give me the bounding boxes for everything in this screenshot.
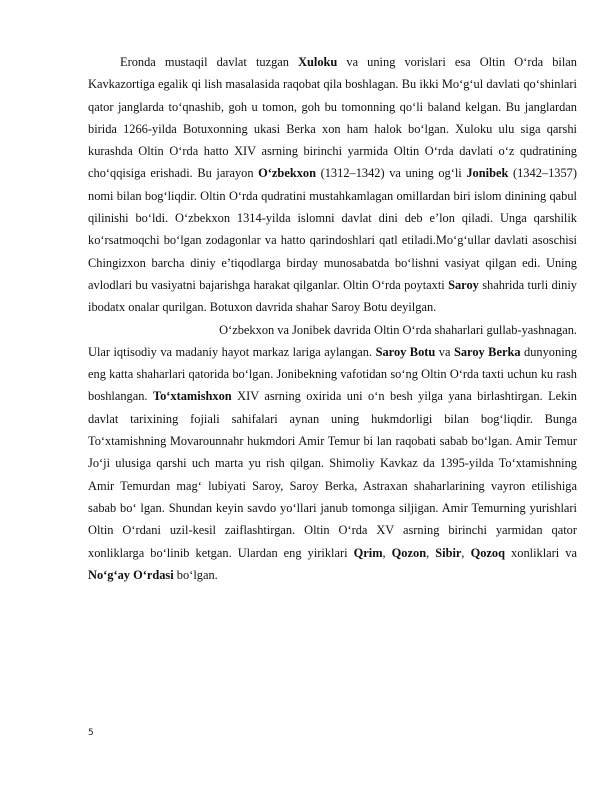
text-run: , bbox=[426, 545, 436, 560]
text-run: (1312–1342) va uning og‘li bbox=[316, 166, 467, 181]
text-run: XIV asrning oxirida uni o‘n besh yilga yana birlashtirgan. Lekin davlat tarixining fojiali sahifalari aynan uning hukmdorligi bilan bog‘liqdir. Bunga To‘xtamishning Movarounnahr hukmdori Amir Temur bi lan raqobati sabab bo‘lgan. Amir Temur Jo‘ji ulusiga qarshi uch marta yu rish qilgan. Shimoliy Kavkaz da 1395-yilda To‘xtamishning Amir Temurdan mag‘ lubiyati Saroy, Saroy Berka, Astraxan shaharlarining vayron etilishiga sabab bo‘ lgan. Shundan keyin savdo yo‘llari janub tomonga siljigan. Amir Temurning yurishlari Oltin O‘rdani uzil-kesil zaiflashtirgan. Oltin O‘rda XV asrning birinchi yarmidan qator xonliklarga bo‘linib ketgan. Ulardan eng yiriklari bbox=[88, 389, 577, 560]
text-run: xonliklari va bbox=[505, 545, 577, 560]
document-page bbox=[88, 51, 577, 586]
page-number: 5 bbox=[88, 728, 94, 738]
text-run: shahrida turli diniy ibodatx onalar qurilgan. Botuxon davrida shahar Saroy Botu deyilgan. bbox=[88, 277, 577, 315]
text-run: (1342–1357) nomi bilan bog‘liqdir. Oltin O‘rda qudratini mustahkamlagan omillardan biri islom dinining qabul qilinishi bo‘ldi. O‘zbekxon 1314-yilda islomni davlat dini deb e’lon qiladi. Unga qarshilik ko‘rsatmoqchi bo‘lgan zodagonlar va hatto qarindoshlari qatl etiladi.Mo‘g‘ullar davlati asoschisi Chingizxon barcha diniy e’tiqodlarga birday munosabatda bo‘lishni vasiyat qilgan edi. Uning avlodlari bu vasiyatni bajarishga harakat qilganlar. Oltin O‘rda poytaxti bbox=[88, 166, 577, 292]
bold-term: Saroy Berka bbox=[453, 344, 521, 359]
bold-term: To‘xtamishxon bbox=[152, 389, 232, 404]
bold-term: Saroy bbox=[448, 277, 479, 292]
text-run: Eronda mustaqil davlat tuzgan bbox=[120, 55, 299, 69]
centered-caption-line: O‘zbekxon va Jonibek davrida Oltin O‘rda shaharlari gullab-yashnagan. bbox=[219, 322, 577, 337]
paragraph-2 bbox=[88, 341, 577, 586]
bold-term: No‘g‘ay O‘rdasi bbox=[88, 567, 174, 582]
text-run: , bbox=[382, 545, 392, 560]
bold-term: O‘zbekxon bbox=[258, 166, 316, 181]
bold-term: Saroy Botu bbox=[375, 344, 436, 359]
text-run: bo‘lgan. bbox=[173, 567, 218, 582]
bold-term: Sibir bbox=[435, 545, 462, 560]
bold-term: Jonibek bbox=[466, 166, 509, 181]
bold-term: Xuloku bbox=[298, 55, 338, 69]
text-run: va bbox=[435, 344, 454, 359]
bold-term: Qozon bbox=[391, 545, 427, 560]
bold-term: Qozoq bbox=[470, 545, 505, 560]
text-run: dunyoning eng katta shaharlari qatorida bo‘lgan. Jonibekning vafotidan so‘ng Oltin O‘rda taxti uchun ku rash boshlangan. bbox=[88, 344, 578, 404]
text-run: , bbox=[461, 545, 471, 560]
text-run: Ular iqtisodiy va madaniy hayot markaz lariga aylangan. bbox=[88, 344, 376, 359]
bold-term: Qrim bbox=[353, 545, 383, 560]
paragraph-1 bbox=[88, 51, 577, 319]
text-run: va uning vorislari esa Oltin O‘rda bilan Kavkazortiga egalik qi lish masalasida raqobat qila boshlagan. Bu ikki Mo‘g‘ul davlati qo‘shinlari qator janglarda to‘qnashib, goh u tomon, goh bu tomonning qo‘li baland kelgan. Bu janglardan birida 1266-yilda Botuxonning ukasi Berka xon ham halok bo‘lgan. Xuloku ulu siga qarshi kurashda Oltin O‘rda hatto XIV asrning birinchi yarmida Oltin O‘rda davlati o‘z qudratining cho‘qqisiga erishadi. Bu jarayon bbox=[88, 55, 578, 181]
